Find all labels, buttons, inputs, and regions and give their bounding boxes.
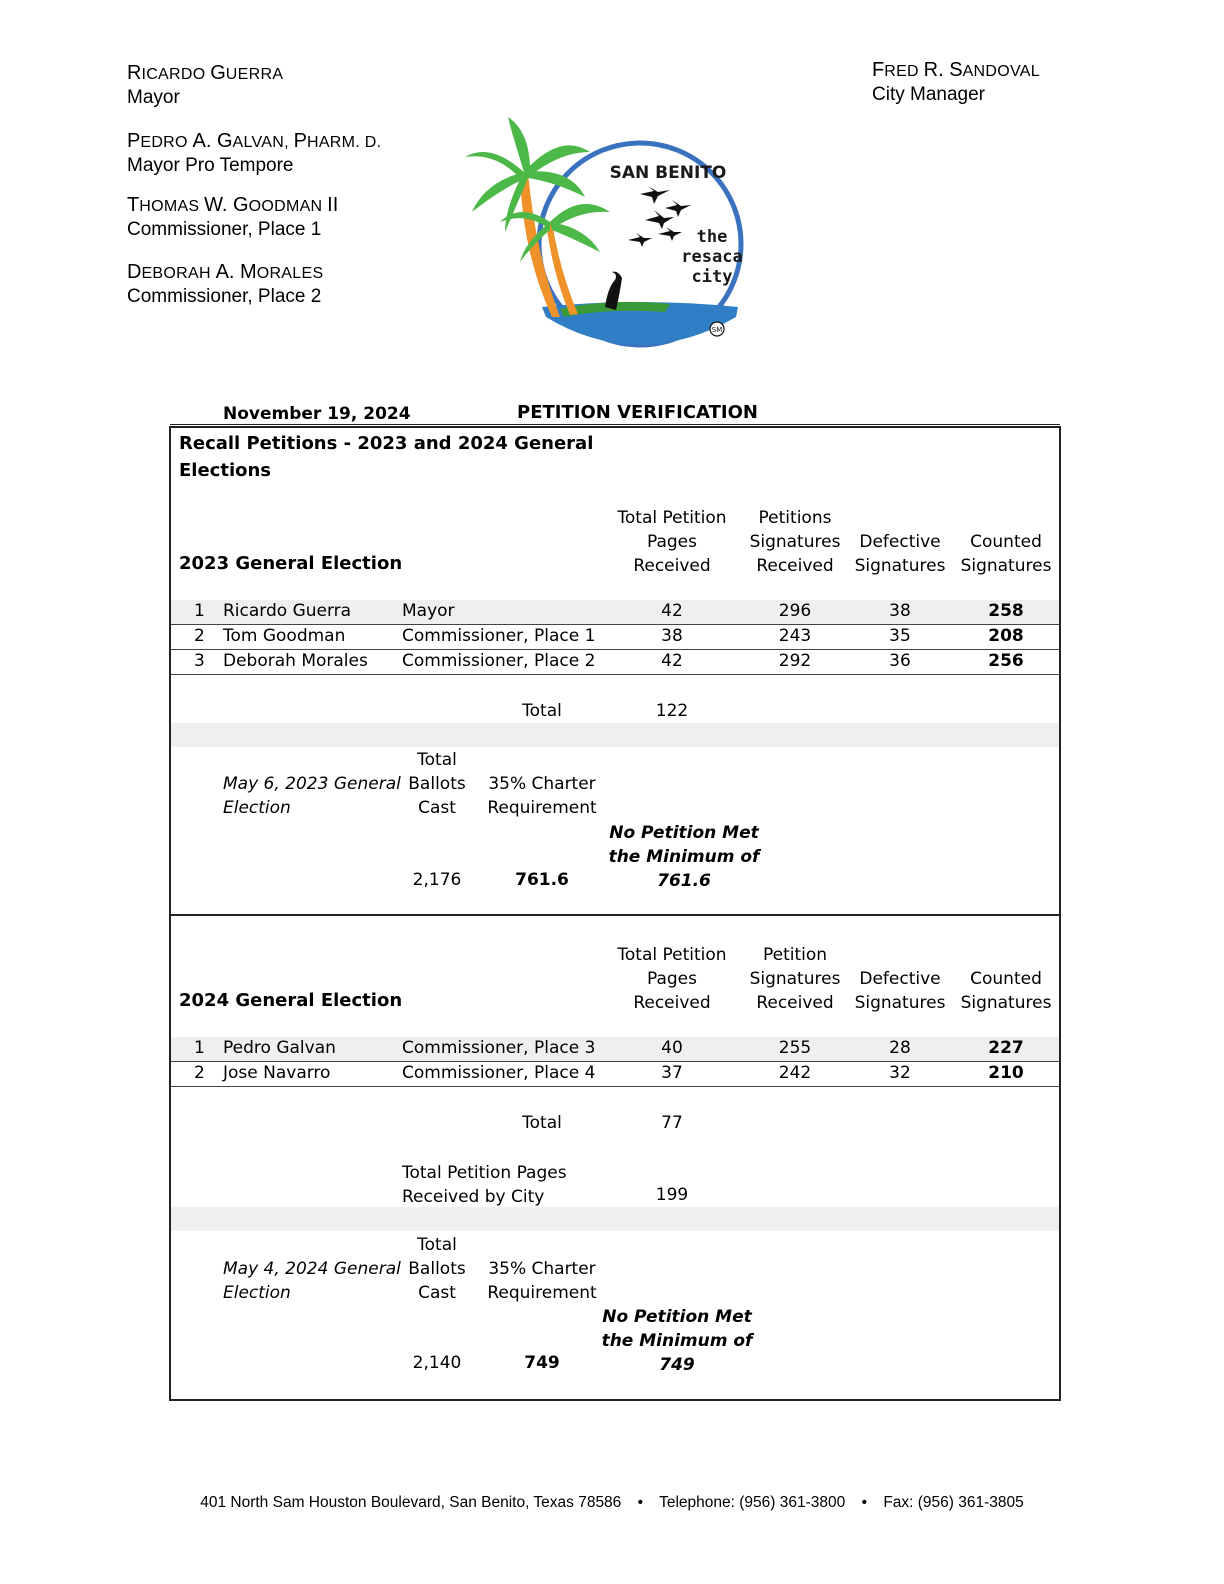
ballots-value: 2,140 [412,1353,462,1373]
officer-name: RICARDO GUERRA [127,62,284,84]
officer-title: Mayor Pro Tempore [127,155,294,176]
officer-title: City Manager [872,84,985,105]
total-value: 122 [655,701,689,721]
col-header-defective: Defective Signatures [854,532,946,576]
officer-title: Commissioner, Place 1 [127,219,322,240]
service-mark-text: SM [711,326,723,334]
footer-telephone: Telephone: (956) 361-3800 [659,1494,846,1511]
officer-title: Mayor [127,87,180,108]
doc-date: November 19, 2024 [223,404,411,424]
table-row: 1 Ricardo Guerra Mayor 42 296 38 258 [194,601,1024,621]
ballots-value: 2,176 [412,870,462,890]
table-row: 3 Deborah Morales Commissioner, Place 2 42 292 36 256 [194,651,1024,671]
officer-mayor-pro-tem [127,130,381,177]
officer-title: Commissioner, Place 2 [127,286,322,307]
footer-address: 401 North Sam Houston Boulevard, San Benito, Texas 78586 [200,1494,622,1511]
doc-subtitle: Recall Petitions - 2023 and 2024 General Elections [179,433,594,481]
section-2024-title: 2024 General Election [179,990,403,1011]
bullet-separator: • [637,1494,644,1511]
footer-fax: Fax: (956) 361-3805 [883,1494,1024,1511]
officer-name: DEBORAH A. MORALES [127,261,324,283]
officer-name: FRED R. SANDOVAL [872,59,1040,81]
officer-name: PEDRO A. GALVAN, PHARM. D. [127,130,382,152]
logo-top-text: SAN BENITO [609,163,727,183]
section-2023-title: 2023 General Election [179,553,403,574]
election-label: May 4, 2024 General Election [223,1259,401,1303]
officer-city-manager [872,59,1040,106]
charter-value: 761.6 [515,870,569,890]
col-header-signatures: Petition Signatures Received [749,945,841,1013]
officer-commissioner-1 [127,194,338,241]
charter-header: 35% Charter Requirement [487,774,597,818]
result-note: No Petition Met the Minimum of 761.6 [608,823,760,891]
table-row: 2 Jose Navarro Commissioner, Place 4 37 242 32 210 [194,1063,1024,1083]
total-value: 77 [661,1113,683,1133]
col-header-pages: Total Petition Pages Received [617,508,727,576]
ballots-header: Total Ballots Cast [408,750,466,818]
charter-value: 749 [524,1353,560,1373]
col-header-defective: Defective Signatures [854,969,946,1013]
charter-header: 35% Charter Requirement [487,1259,597,1303]
table-row: 1 Pedro Galvan Commissioner, Place 3 40 255 28 227 [194,1038,1024,1058]
total-label: Total [522,1113,562,1133]
doc-heading: PETITION VERIFICATION [517,402,758,423]
officer-name: THOMAS W. GOODMAN II [127,194,339,216]
election-label: May 6, 2023 General Election [223,774,401,818]
logo-line2: resaca [681,247,743,267]
city-total-value: 199 [655,1185,689,1205]
ballots-header: Total Ballots Cast [408,1235,466,1303]
total-label: Total [522,701,562,721]
col-header-pages: Total Petition Pages Received [617,945,727,1013]
result-note: No Petition Met the Minimum of 749 [601,1307,753,1375]
bullet-separator: • [861,1494,867,1511]
city-logo [460,112,760,357]
col-header-counted: Counted Signatures [960,969,1052,1013]
officer-mayor [127,62,283,109]
city-total-label: Total Petition Pages Received by City [402,1163,567,1207]
logo-line1: the [696,227,728,247]
officer-commissioner-2 [127,261,323,308]
col-header-counted: Counted Signatures [960,532,1052,576]
logo-line3: city [691,267,733,287]
col-header-signatures: Petitions Signatures Received [749,508,841,576]
table-row: 2 Tom Goodman Commissioner, Place 1 38 243 35 208 [194,626,1024,646]
section-divider [171,914,1059,916]
footer-address-line [0,1494,1224,1512]
